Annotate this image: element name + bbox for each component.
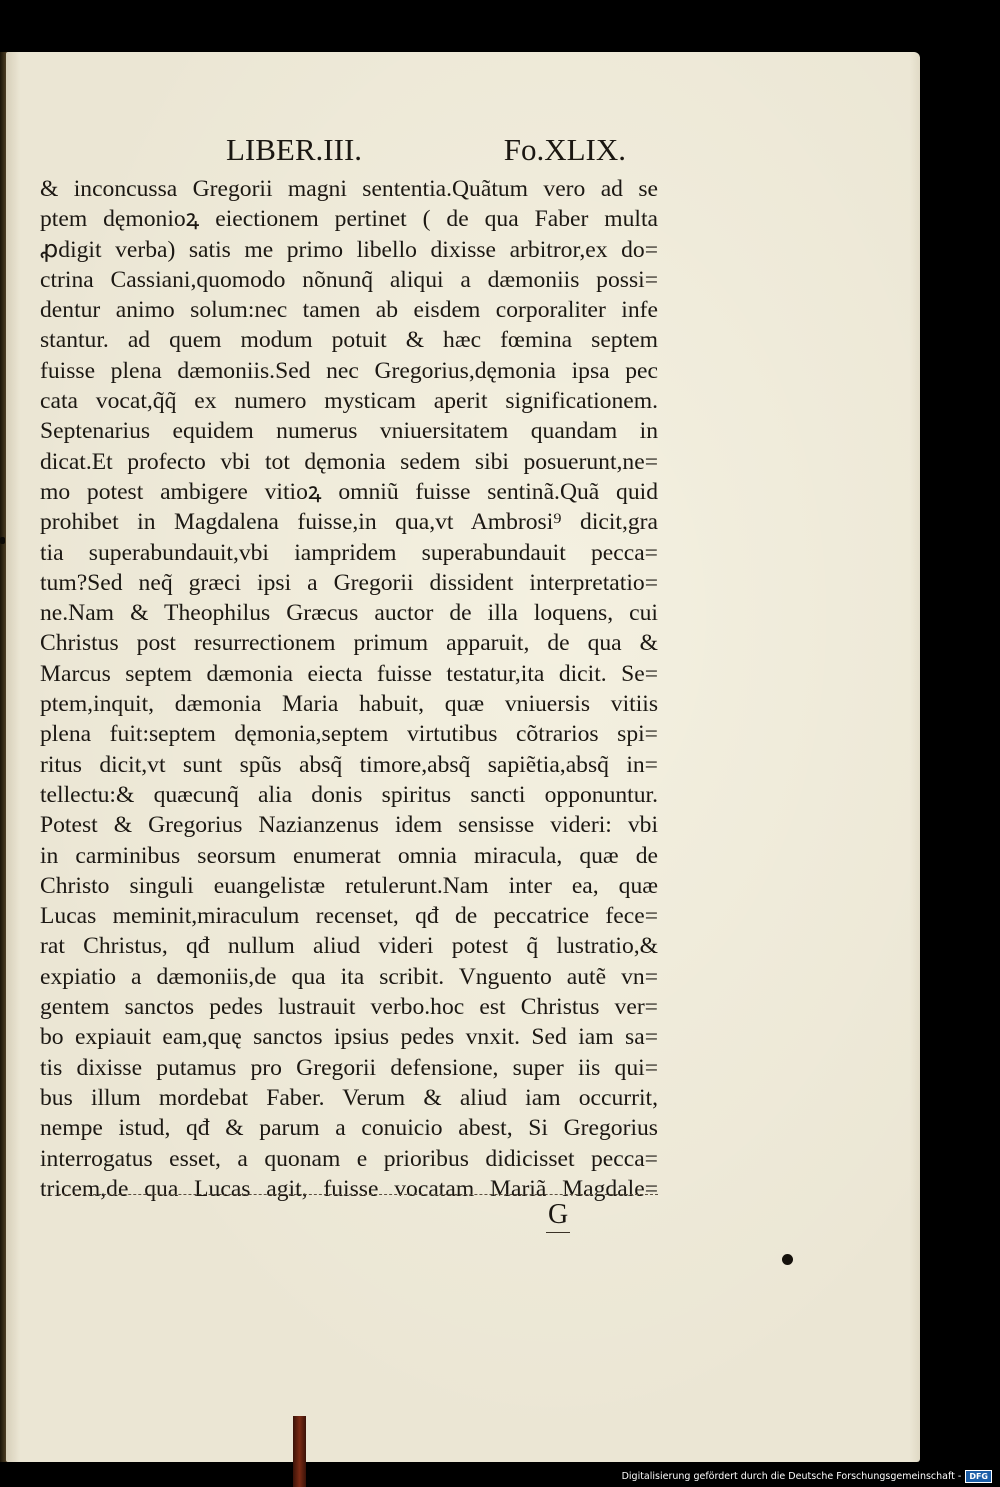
text-line: dicat.Et profecto vbi tot dęmonia sedem sibi posuerunt,ne=	[40, 448, 658, 475]
text-line: tia superabundauit,vbi iampridem superabundauit pecca=	[40, 539, 658, 566]
margin-ink-mark	[0, 537, 5, 544]
text-line: in carminibus seorsum enumerat omnia miracula, quæ de	[40, 842, 658, 869]
credit-text: Digitalisierung gefördert durch die Deutsche Forschungsgemeinschaft -	[621, 1470, 962, 1482]
text-line: Christo singuli euangelistæ retulerunt.Nam inter ea, quæ	[40, 872, 658, 899]
text-line: Septenarius equidem numerus vniuersitatem quandam in	[40, 418, 658, 445]
text-line: bo expiauit eam,quę sanctos ipsius pedes vnxit. Sed iam sa=	[40, 1024, 658, 1051]
text-line: cata vocat,q̃q̃ ex numero mysticam aperit significationem.	[40, 388, 658, 415]
dfg-logo: DFG	[965, 1470, 992, 1483]
text-line: ptem dęmonioꝝ eiectionem pertinet ( de qua Faber multa	[40, 206, 658, 233]
running-header	[226, 132, 626, 172]
text-line: Marcus septem dæmonia eiecta fuisse testatur,ita dicit. Se=	[40, 660, 658, 687]
text-line: Potest & Gregorius Nazianzenus idem sensisse videri: vbi	[40, 812, 658, 839]
text-line: ptem,inquit, dæmonia Maria habuit, quæ vniuersis vitiis	[40, 691, 658, 718]
text-line: tricem,de qua Lucas agit, fuisse vocatam Mariã Magdale=	[40, 1175, 658, 1202]
bookmark-ribbon	[293, 1416, 306, 1487]
text-line: nempe istud, qđ & parum a conuicio abest, Si Gregorius	[40, 1115, 658, 1142]
text-line: tis dixisse putamus pro Gregorii defensione, super iis qui=	[40, 1054, 658, 1081]
text-line: tellectu:& quæcunq̃ alia donis spiritus sancti opponuntur.	[40, 781, 658, 808]
last-line-underline	[58, 1194, 658, 1195]
body-text	[40, 174, 658, 1204]
ink-dot	[782, 1254, 793, 1265]
text-line: Christus post resurrectionem primum apparuit, de qua &	[40, 630, 658, 657]
text-line: plena fuit:septem dęmonia,septem virtutibus cõtrarios spi=	[40, 721, 658, 748]
text-line: rat Christus, qđ nullum aliud videri potest q̃ lustratio,&	[40, 933, 658, 960]
text-line: tum?Sed neq̃ græci ipsi a Gregorii dissident interpretatio=	[40, 569, 658, 596]
text-line: interrogatus esset, a quonam e prioribus didicisset pecca=	[40, 1145, 658, 1172]
text-line: ne.Nam & Theophilus Græcus auctor de illa loquens, cui	[40, 600, 658, 627]
header-book-number: LIBER.III.	[226, 132, 363, 167]
header-folio-number: Fo.XLIX.	[503, 132, 626, 167]
text-line: ꝓdigit verba) satis me primo libello dixisse arbitror,ex do=	[40, 236, 658, 263]
text-line: stantur. ad quem modum potuit & hæc fœmina septem	[40, 327, 658, 354]
text-line: & inconcussa Gregorii magni sententia.Quãtum vero ad se	[40, 176, 658, 202]
text-line: ctrina Cassiani,quomodo nõnunq̃ aliqui a dæmoniis possi=	[40, 266, 658, 293]
text-line: mo potest ambigere vitioꝝ omniũ fuisse sentinã.Quã quid	[40, 478, 658, 505]
text-line: Lucas meminit,miraculum recenset, qđ de peccatrice fece=	[40, 903, 658, 930]
text-line: dentur animo solum:nec tamen ab eisdem corporaliter infe	[40, 297, 658, 324]
digitization-credit	[622, 1469, 992, 1483]
signature-mark: G	[546, 1199, 570, 1233]
text-line: gentem sanctos pedes lustrauit verbo.hoc est Christus ver=	[40, 994, 658, 1021]
text-line: expiatio a dæmoniis,de qua ita scribit. Vnguento autẽ vn=	[40, 963, 658, 990]
text-line: bus illum mordebat Faber. Verum & aliud iam occurrit,	[40, 1084, 658, 1111]
text-line: fuisse plena dæmoniis.Sed nec Gregorius,dęmonia ipsa pec	[40, 357, 658, 384]
text-line: prohibet in Magdalena fuisse,in qua,vt Ambrosi⁹ dicit,gra	[40, 509, 658, 536]
text-line: ritus dicit,vt sunt spũs absq̃ timore,absq̃ sapiẽtia,absq̃ in=	[40, 751, 658, 778]
